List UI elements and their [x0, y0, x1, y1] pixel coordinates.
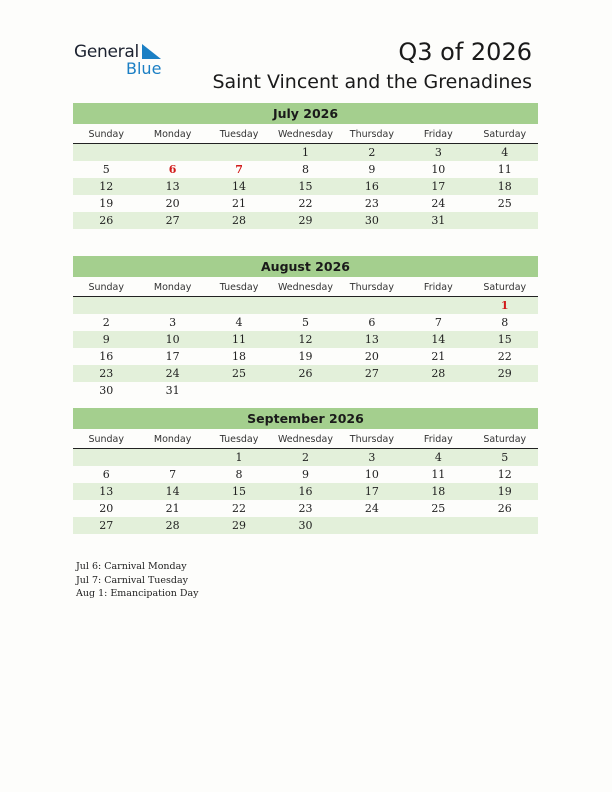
day-cell: 2: [301, 451, 309, 464]
day-cell: 14: [165, 485, 180, 498]
day-cell: 25: [431, 502, 446, 515]
empty-day-cell: [272, 382, 338, 399]
day-cell: 13: [165, 180, 180, 193]
day-cell: 29: [298, 214, 313, 227]
week-row: [73, 365, 538, 382]
day-cell: 23: [298, 502, 313, 515]
logo-triangle-icon: [140, 44, 162, 60]
empty-day-cell: [73, 297, 139, 314]
weekday-label: Thursday: [349, 129, 394, 140]
day-cell: 20: [99, 502, 114, 515]
week-row: [73, 212, 538, 229]
day-cell: 24: [431, 197, 446, 210]
day-cell: 19: [298, 350, 313, 363]
day-cell: 6: [368, 316, 376, 329]
weekday-label: Sunday: [88, 282, 124, 293]
day-cell: 8: [501, 316, 509, 329]
month-calendar-august: [73, 256, 538, 399]
day-cell: 1: [301, 146, 309, 159]
page-title: Q3 of 2026: [398, 38, 532, 66]
day-cell: 15: [298, 180, 313, 193]
day-cell: 26: [298, 367, 313, 380]
weekday-label: Sunday: [88, 129, 124, 140]
week-row: [73, 314, 538, 331]
day-cell: 9: [301, 468, 309, 481]
day-cell: 17: [364, 485, 379, 498]
day-cell: 21: [232, 197, 247, 210]
day-cell: 5: [301, 316, 309, 329]
day-cell: 11: [431, 468, 446, 481]
day-cell: 22: [232, 502, 247, 515]
day-cell: 18: [497, 180, 512, 193]
day-cell: 24: [165, 367, 180, 380]
generalblue-logo: [74, 42, 174, 82]
day-cell: 4: [235, 316, 243, 329]
weekday-label: Friday: [423, 129, 453, 140]
day-cell: 19: [497, 485, 512, 498]
day-cell: 15: [232, 485, 247, 498]
day-cell: 9: [368, 163, 376, 176]
day-cell: 12: [298, 333, 313, 346]
day-cell: 20: [364, 350, 379, 363]
day-cell: 7: [235, 163, 243, 176]
empty-day-cell: [472, 212, 538, 229]
weekday-label: Tuesday: [219, 434, 259, 445]
day-cell: 30: [364, 214, 379, 227]
day-cell: 22: [298, 197, 313, 210]
week-row: [73, 195, 538, 212]
day-cell: 16: [298, 485, 313, 498]
empty-day-cell: [206, 382, 272, 399]
week-row: [73, 297, 538, 314]
weekday-label: Sunday: [88, 434, 124, 445]
day-cell: 25: [497, 197, 512, 210]
day-cell: 7: [169, 468, 177, 481]
holiday-notes: [76, 560, 199, 601]
week-row: [73, 161, 538, 178]
country-name: Saint Vincent and the Grenadines: [212, 71, 532, 93]
week-row: [73, 500, 538, 517]
day-cell: 3: [169, 316, 177, 329]
day-cell: 1: [235, 451, 243, 464]
day-cell: 24: [364, 502, 379, 515]
empty-day-cell: [472, 382, 538, 399]
empty-day-cell: [73, 449, 139, 466]
day-cell: 17: [165, 350, 180, 363]
day-cell: 1: [500, 299, 509, 312]
day-cell: 21: [165, 502, 180, 515]
day-cell: 14: [431, 333, 446, 346]
week-row: [73, 382, 538, 399]
day-cell: 15: [497, 333, 512, 346]
day-cell: 23: [364, 197, 379, 210]
day-cell: 19: [99, 197, 114, 210]
day-cell: 4: [501, 146, 509, 159]
month-title: July 2026: [73, 103, 538, 124]
week-row: [73, 178, 538, 195]
weekday-label: Tuesday: [219, 282, 259, 293]
day-cell: 28: [165, 519, 180, 532]
day-cell: 5: [501, 451, 509, 464]
logo-word-general: General: [74, 42, 139, 62]
day-cell: 22: [497, 350, 512, 363]
day-cell: 12: [497, 468, 512, 481]
weekday-label: Monday: [153, 282, 192, 293]
weekday-label: Saturday: [483, 434, 527, 445]
weekday-label: Friday: [423, 282, 453, 293]
day-cell: 27: [165, 214, 180, 227]
day-cell: 26: [497, 502, 512, 515]
month-calendar-july: [73, 103, 538, 229]
day-cell: 18: [431, 485, 446, 498]
weekday-label: Wednesday: [277, 282, 333, 293]
weekday-label: Wednesday: [277, 434, 333, 445]
day-cell: 17: [431, 180, 446, 193]
day-cell: 23: [99, 367, 114, 380]
day-cell: 31: [165, 384, 180, 397]
weekday-label: Monday: [153, 129, 192, 140]
day-cell: 10: [165, 333, 180, 346]
weekday-label: Wednesday: [277, 129, 333, 140]
day-cell: 25: [232, 367, 247, 380]
day-cell: 2: [368, 146, 376, 159]
day-cell: 30: [298, 519, 313, 532]
day-cell: 10: [364, 468, 379, 481]
day-cell: 5: [102, 163, 110, 176]
month-title: September 2026: [73, 408, 538, 429]
day-cell: 28: [232, 214, 247, 227]
empty-day-cell: [139, 449, 205, 466]
day-cell: 30: [99, 384, 114, 397]
weekday-label: Thursday: [349, 434, 394, 445]
week-row: [73, 449, 538, 466]
day-cell: 11: [497, 163, 512, 176]
month-calendar-september: [73, 408, 538, 534]
day-cell: 8: [301, 163, 309, 176]
week-row: [73, 466, 538, 483]
day-cell: 16: [364, 180, 379, 193]
empty-day-cell: [139, 144, 205, 161]
holiday-note: Jul 7: Carnival Tuesday: [76, 574, 189, 586]
empty-day-cell: [339, 382, 405, 399]
week-row: [73, 331, 538, 348]
weekday-label: Saturday: [483, 282, 527, 293]
empty-day-cell: [405, 382, 471, 399]
holiday-note: Aug 1: Emancipation Day: [76, 588, 199, 599]
empty-day-cell: [472, 517, 538, 534]
day-cell: 3: [368, 451, 376, 464]
day-cell: 8: [235, 468, 243, 481]
month-title: August 2026: [73, 256, 538, 277]
logo-word-blue: Blue: [126, 59, 162, 78]
day-cell: 9: [102, 333, 110, 346]
day-cell: 12: [99, 180, 114, 193]
day-cell: 4: [434, 451, 442, 464]
day-cell: 11: [232, 333, 247, 346]
empty-day-cell: [139, 297, 205, 314]
day-cell: 28: [431, 367, 446, 380]
day-cell: 14: [232, 180, 247, 193]
week-row: [73, 348, 538, 365]
day-cell: 20: [165, 197, 180, 210]
weekday-header-row: [73, 431, 538, 449]
day-cell: 2: [102, 316, 110, 329]
day-cell: 18: [232, 350, 247, 363]
day-cell: 27: [364, 367, 379, 380]
day-cell: 29: [232, 519, 247, 532]
day-cell: 6: [168, 163, 177, 176]
day-cell: 27: [99, 519, 114, 532]
weekday-label: Monday: [153, 434, 192, 445]
day-cell: 7: [434, 316, 442, 329]
day-cell: 21: [431, 350, 446, 363]
weekday-label: Tuesday: [219, 129, 259, 140]
day-cell: 13: [99, 485, 114, 498]
day-cell: 10: [431, 163, 446, 176]
empty-day-cell: [405, 517, 471, 534]
empty-day-cell: [206, 297, 272, 314]
weekday-label: Thursday: [349, 282, 394, 293]
day-cell: 31: [431, 214, 446, 227]
day-cell: 13: [364, 333, 379, 346]
empty-day-cell: [339, 517, 405, 534]
day-cell: 26: [99, 214, 114, 227]
empty-day-cell: [272, 297, 338, 314]
week-row: [73, 483, 538, 500]
holiday-note: Jul 6: Carnival Monday: [76, 561, 187, 572]
empty-day-cell: [73, 144, 139, 161]
empty-day-cell: [339, 297, 405, 314]
day-cell: 3: [434, 146, 442, 159]
weekday-header-row: [73, 279, 538, 297]
week-row: [73, 144, 538, 161]
empty-day-cell: [206, 144, 272, 161]
day-cell: 6: [102, 468, 110, 481]
week-row: [73, 517, 538, 534]
day-cell: 16: [99, 350, 114, 363]
weekday-label: Saturday: [483, 129, 527, 140]
weekday-header-row: [73, 126, 538, 144]
weekday-label: Friday: [423, 434, 453, 445]
empty-day-cell: [405, 297, 471, 314]
day-cell: 29: [497, 367, 512, 380]
